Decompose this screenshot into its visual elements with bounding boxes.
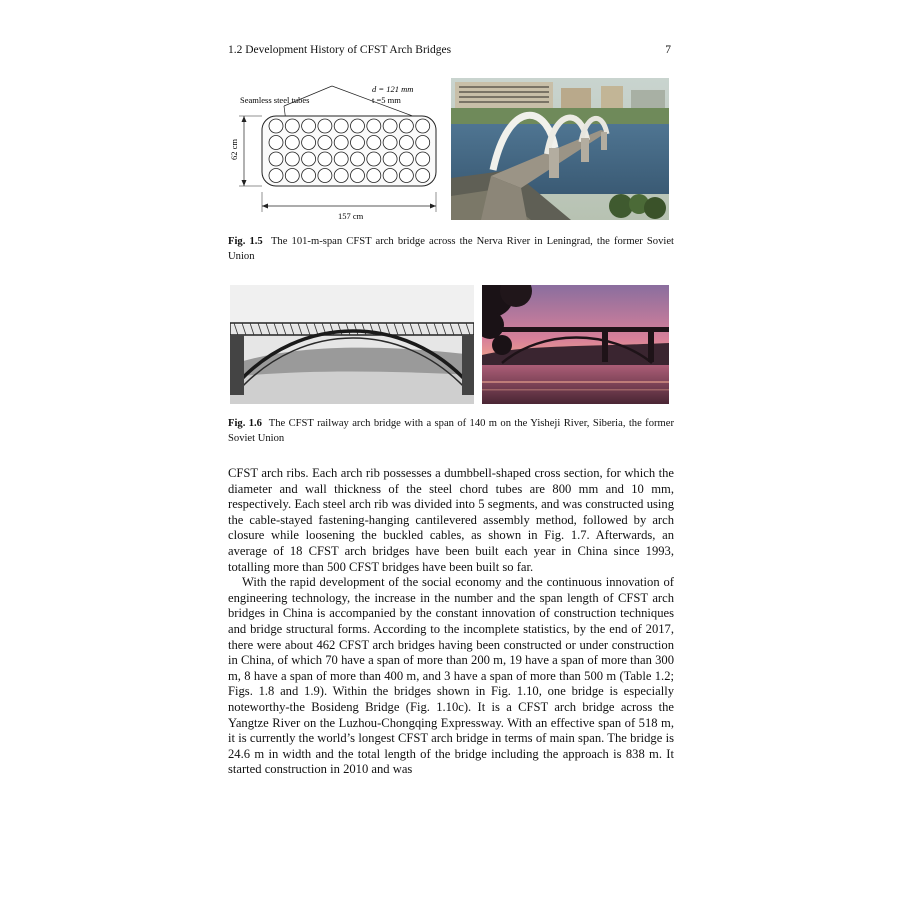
- diagram-width-label: 157 cm: [338, 211, 364, 221]
- steel-tube: [351, 152, 365, 166]
- body-text: [228, 466, 674, 778]
- steel-tube: [399, 119, 413, 133]
- steel-tube: [334, 169, 348, 183]
- fig-1-6-caption: [228, 416, 674, 446]
- fig-1-6-sunset-photo: [482, 285, 669, 404]
- fig-1-6-caption-label: Fig. 1.6: [228, 418, 262, 429]
- steel-tube: [399, 136, 413, 150]
- body-paragraph-1: CFST arch ribs. Each arch rib possesses a dumbbell-shaped cross section, for which the diameter and wall thickness of the steel chord tubes are 800 mm and 10 mm, respectively. Each steel arch rib was divided into 5 segments, and was constructed using the cable-stayed fastening-hanging cantilevered assembly method, followed by arch closure while loosening the buckled cables, as shown in Fig. 1.7. Afterwards, an average of 18 CFST arch bridges have been built each year in China since 1993, totalling more than 500 CFST bridges have been built so far.: [228, 466, 674, 574]
- steel-tube: [351, 119, 365, 133]
- fig-1-6-caption-text: The CFST railway arch bridge with a span of 140 m on the Yisheji River, Siberia, the former Soviet Union: [228, 418, 674, 444]
- steel-tube: [318, 169, 332, 183]
- steel-tube: [269, 152, 283, 166]
- steel-tube: [383, 152, 397, 166]
- steel-tube: [416, 169, 430, 183]
- steel-tube: [302, 152, 316, 166]
- steel-tube: [383, 169, 397, 183]
- steel-tube: [367, 136, 381, 150]
- page-number: 7: [665, 44, 671, 56]
- steel-tube: [269, 119, 283, 133]
- steel-tube: [334, 119, 348, 133]
- body-paragraph-2: With the rapid development of the social economy and the continuous innovation of engineering technology, the increase in the number and the span length of CFST arch bridges in China is accompanied by the constant innovation of construction techniques and bridge structural forms. According to the incomplete statistics, by the end of 2017, there were about 462 CFST arch bridges having been constructed or under construction in China, of which 70 have a span of more than 200 m, 19 have a span of more than 300 m, 8 have a span of more than 400 m, and 3 have a span of more than 500 m (Table 1.2; Figs. 1.8 and 1.9). Within the bridges shown in Fig. 1.10, one bridge is especially noteworthy-the Bosideng Bridge (Fig. 1.10c). It is a CFST arch bridge across the Yangtze River on the Luzhou-Chongqing Expressway. With an effective span of 518 m, it is currently the world’s longest CFST arch bridge in terms of main span. The bridge is 24.6 m in width and the total length of the bridge including the approach is 838 m. It started construction in 2010 and was: [228, 575, 674, 777]
- steel-tube: [383, 119, 397, 133]
- fig-1-6-bw-photo: [230, 285, 474, 404]
- steel-tube: [351, 136, 365, 150]
- steel-tube: [285, 136, 299, 150]
- steel-tube: [285, 119, 299, 133]
- steel-tube: [318, 136, 332, 150]
- steel-tube: [318, 152, 332, 166]
- diagram-thickness-label: t =5 mm: [372, 95, 401, 105]
- steel-tube: [399, 152, 413, 166]
- steel-tube: [351, 169, 365, 183]
- steel-tube: [367, 169, 381, 183]
- steel-tube: [367, 119, 381, 133]
- steel-tube: [399, 169, 413, 183]
- steel-tube: [318, 119, 332, 133]
- steel-tube: [416, 152, 430, 166]
- diagram-tube-label: Seamless steel tubes: [240, 95, 310, 105]
- steel-tube: [416, 136, 430, 150]
- steel-tube: [302, 119, 316, 133]
- steel-tube: [334, 152, 348, 166]
- steel-tube: [302, 169, 316, 183]
- running-head-title: 1.2 Development History of CFST Arch Bridges: [228, 44, 452, 56]
- fig-1-5-bridge-photo: [451, 78, 669, 220]
- diagram-diameter-label: d = 121 mm: [372, 84, 414, 94]
- steel-tube: [334, 136, 348, 150]
- steel-tube: [416, 119, 430, 133]
- steel-tube: [383, 136, 397, 150]
- fig-1-5-cross-section-diagram: [228, 78, 444, 224]
- running-header: [228, 44, 671, 60]
- steel-tube: [367, 152, 381, 166]
- fig-1-5-caption-label: Fig. 1.5: [228, 236, 263, 247]
- fig-1-5-caption: [228, 234, 674, 264]
- steel-tube: [269, 169, 283, 183]
- steel-tube: [285, 152, 299, 166]
- steel-tube: [269, 136, 283, 150]
- fig-1-5-caption-text: The 101-m-span CFST arch bridge across the Nerva River in Leningrad, the former Soviet Union: [228, 236, 674, 262]
- steel-tube: [285, 169, 299, 183]
- steel-tube: [302, 136, 316, 150]
- diagram-height-label: 62 cm: [229, 138, 239, 160]
